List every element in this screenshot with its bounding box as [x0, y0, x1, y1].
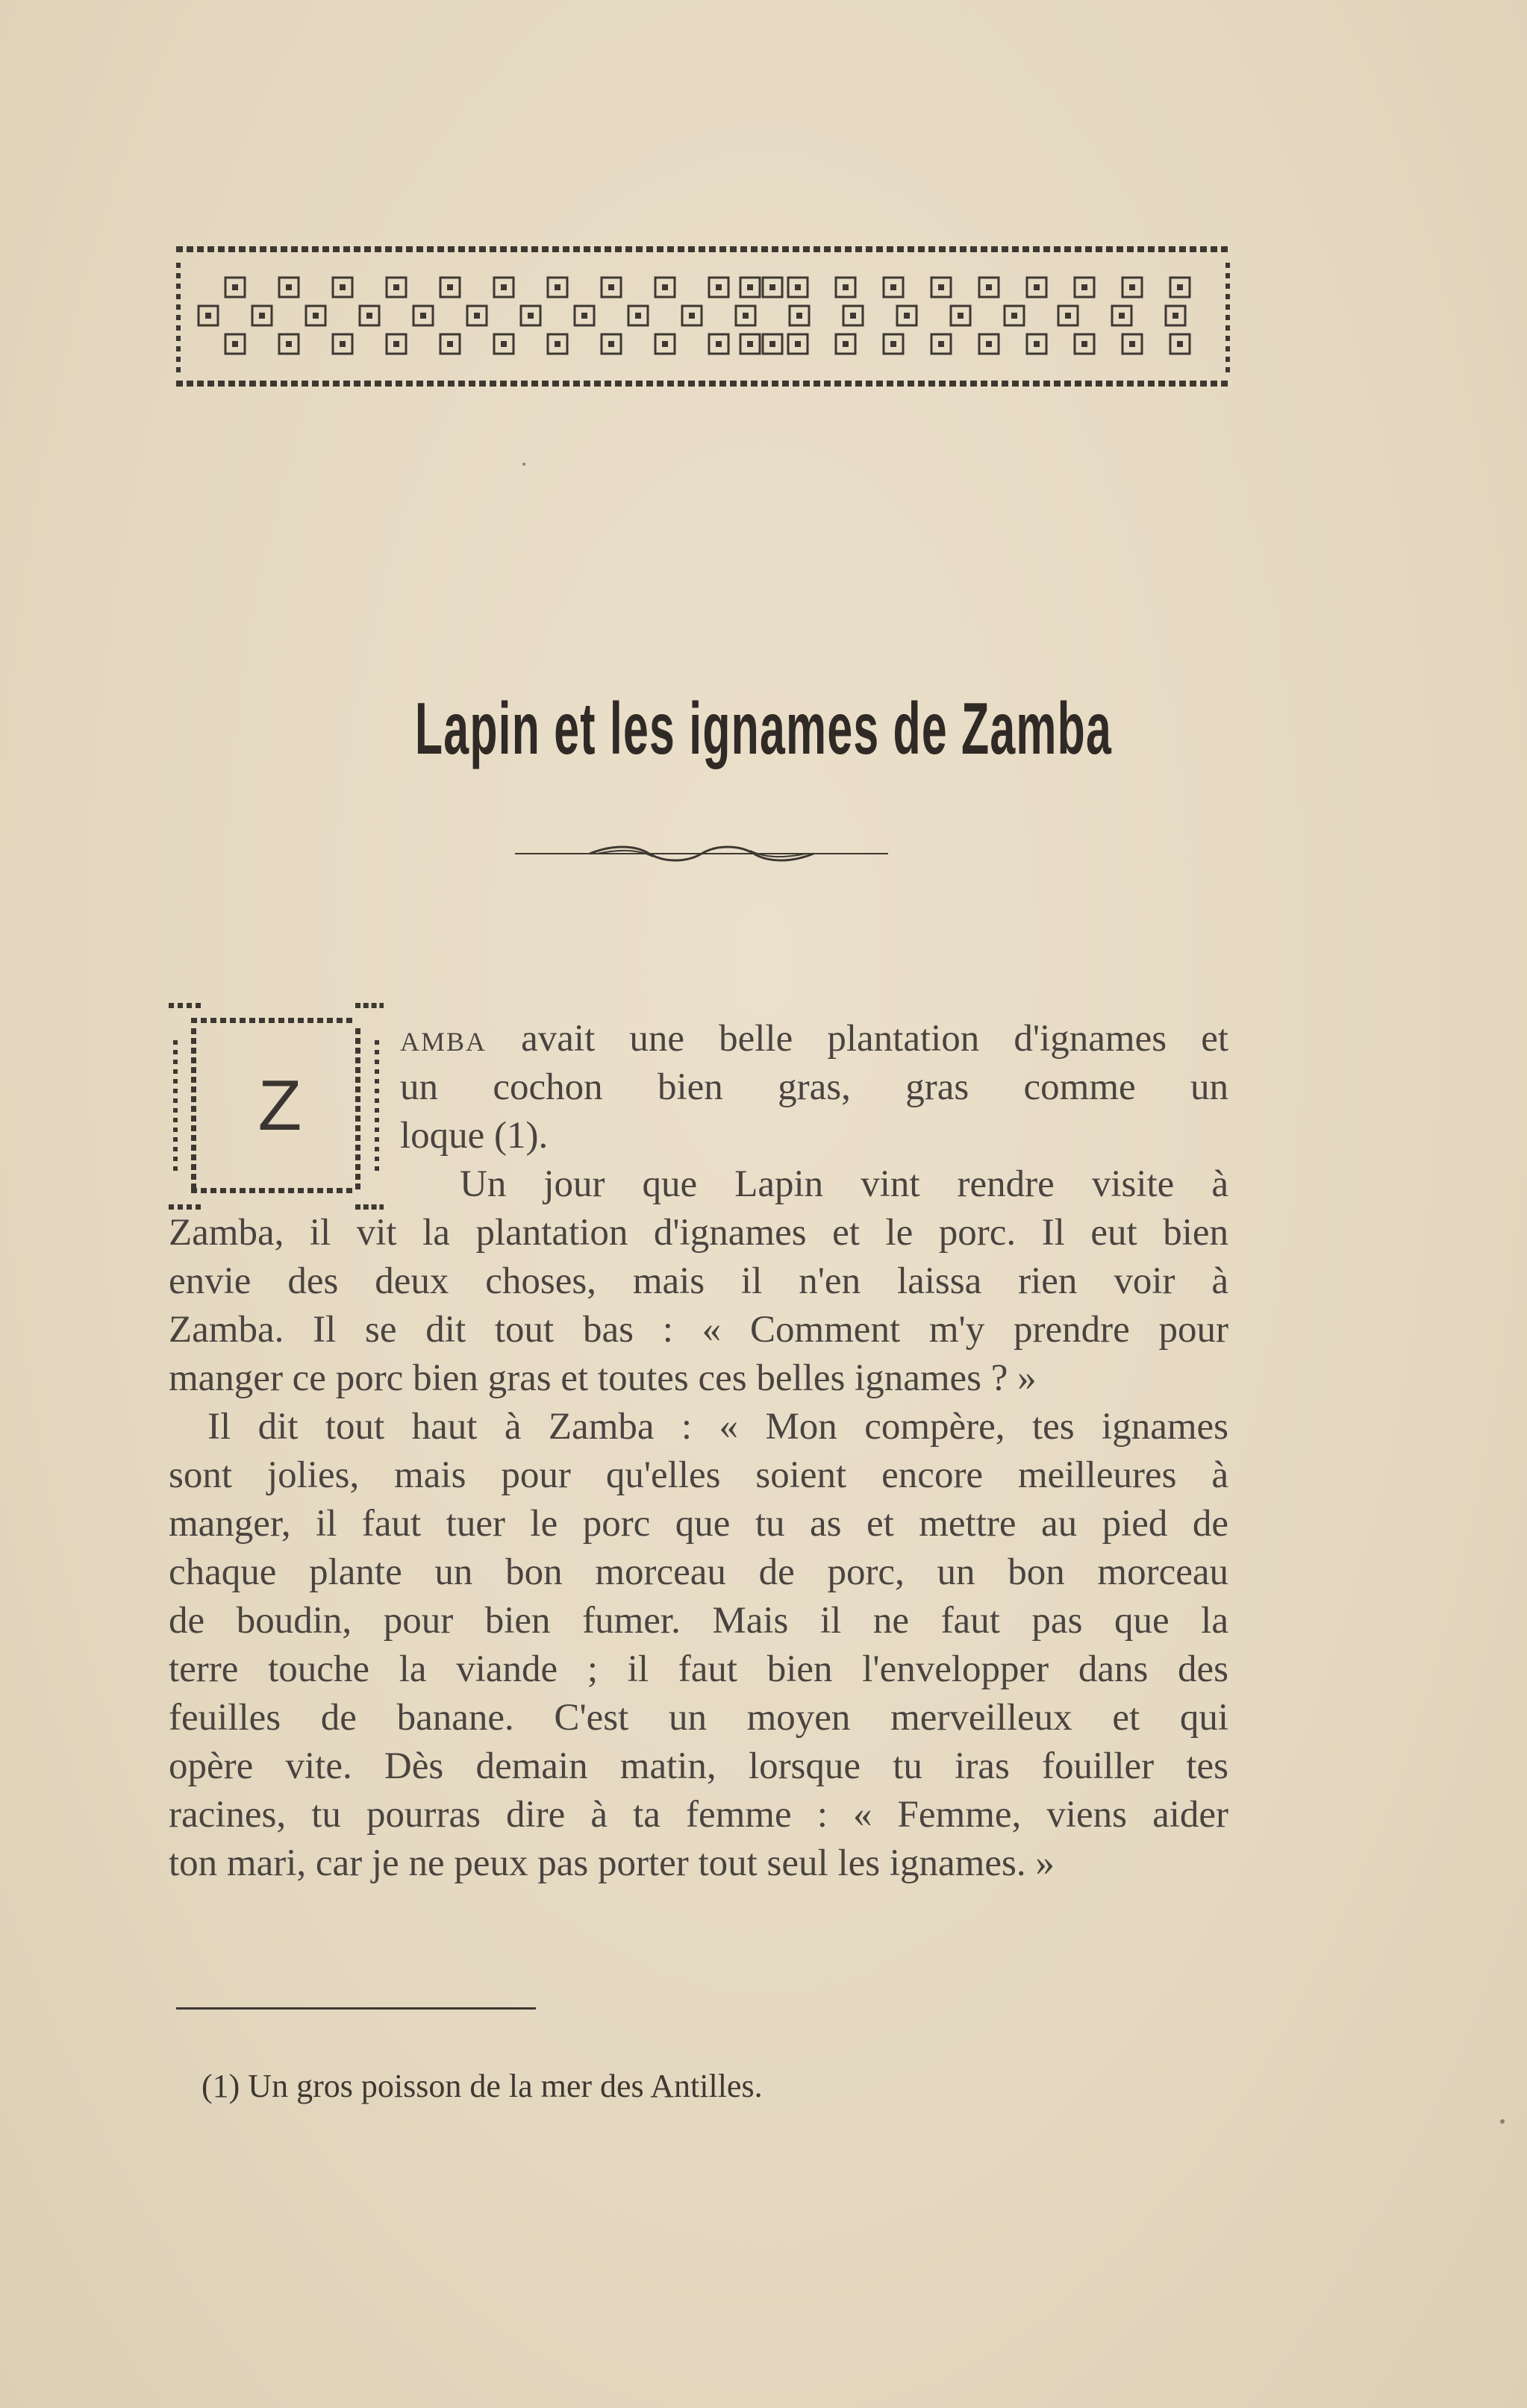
dropcap-continuation: amba	[400, 1018, 487, 1060]
text-line: opère vite. Dès demain matin, lorsque tu iras fouiller tes	[169, 1745, 1228, 1787]
ornamental-separator	[515, 839, 888, 869]
text-line: envie des deux choses, mais il n'en laissa rien voir à	[169, 1260, 1228, 1302]
paper-speck	[522, 463, 525, 466]
footnote-rule	[176, 2007, 536, 2010]
text-line: chaque plante un bon morceau de porc, un bon morceau	[169, 1551, 1228, 1593]
dropcap-frame	[169, 995, 384, 1216]
ornamental-header-band	[173, 240, 1233, 393]
paper-speck	[1500, 2119, 1505, 2124]
text-line: sont jolies, mais pour qu'elles soient encore meilleures à	[169, 1454, 1228, 1496]
text-line: Zamba. Il se dit tout bas : « Comment m'y prendre pour	[169, 1309, 1228, 1351]
text-line: feuilles de banane. C'est un moyen merveilleux et qui	[169, 1697, 1228, 1739]
footnote: (1) Un gros poisson de la mer des Antilles.	[202, 2068, 763, 2104]
text-line: terre touche la viande ; il faut bien l'envelopper dans des	[169, 1648, 1228, 1690]
text-line: ton mari, car je ne peux pas porter tout seul les ignames. »	[169, 1842, 1055, 1884]
body-text	[169, 1209, 1228, 1888]
text-line: loque (1).	[400, 1115, 549, 1157]
text-line: un cochon bien gras, gras comme un	[400, 1066, 1228, 1108]
text-line: Zamba, il vit la plantation d'ignames et le porc. Il eut bien	[169, 1212, 1228, 1254]
text-line: Il dit tout haut à Zamba : « Mon compère, tes ignames	[207, 1406, 1228, 1448]
dropcap-letter: Z	[257, 1066, 302, 1145]
text-line: racines, tu pourras dire à ta femme : « Femme, viens aider	[169, 1794, 1228, 1836]
opening-paragraph	[400, 1015, 1228, 1209]
text-line: manger ce porc bien gras et toutes ces belles ignames ? »	[169, 1357, 1037, 1399]
text-line: de boudin, pour bien fumer. Mais il ne faut pas que la	[169, 1600, 1228, 1642]
text-line: manger, il faut tuer le porc que tu as et mettre au pied de	[169, 1503, 1228, 1545]
chapter-title: Lapin et les ignames de Zamba	[414, 687, 1113, 769]
text-line: amba avait une belle plantation d'ignames et	[400, 1018, 1228, 1060]
text-line: Un jour que Lapin vint rendre visite à	[460, 1163, 1228, 1205]
